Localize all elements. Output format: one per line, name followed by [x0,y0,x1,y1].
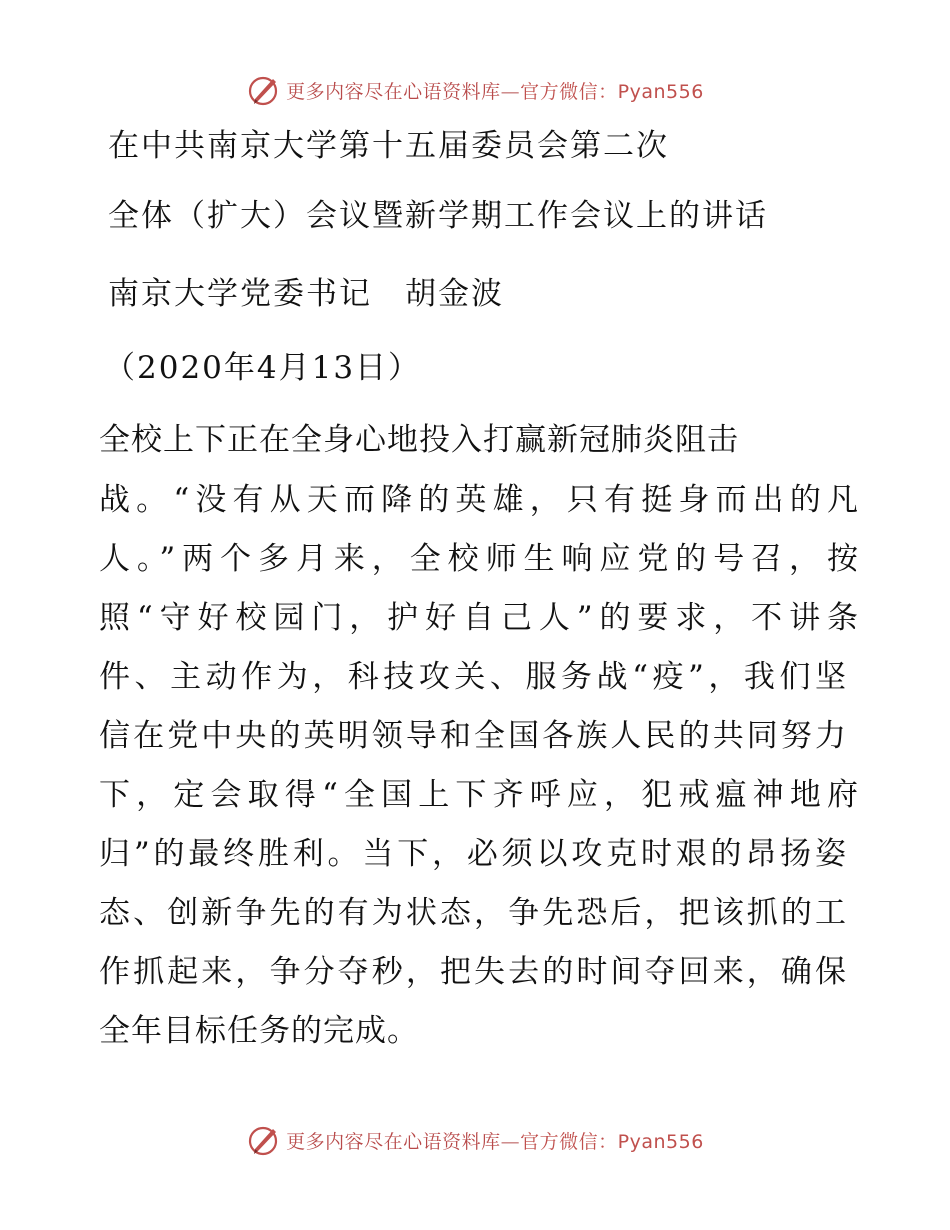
banner-main-text: 更多内容尽在心语资料库 [286,1130,501,1153]
paragraph-line: 作抓起来，争分夺秒，把失去的时间夺回来，确保 [99,954,847,990]
title-line-2: 全体（扩大）会议暨新学期工作会议上的讲话 [108,198,768,234]
author-line: 南京大学党委书记 胡金波 [108,276,504,312]
quill-logo-icon [246,72,282,108]
title-line-1: 在中共南京大学第十五届委员会第二次 [108,128,669,164]
paragraph-line: 战。“没有从天而降的英雄，只有挺身而出的凡 [99,482,859,518]
quill-logo-icon [246,1122,282,1158]
paragraph-line: 信在党中央的英明领导和全国各族人民的共同努力 [99,718,847,754]
date-line: （2020年4月13日） [104,350,422,386]
banner-dash: — [500,1130,521,1153]
paragraph-line: 人。”两个多月来，全校师生响应党的号召，按 [99,541,859,577]
paragraph-line: 归”的最终胜利。当下，必须以攻克时艰的昂扬姿 [99,836,847,872]
paragraph-line: 件、主动作为，科技攻关、服务战“疫”，我们坚 [99,659,847,695]
banner-wechat-text: 官方微信：Pyan556 [520,80,704,103]
footer-watermark-banner [0,1118,950,1162]
paragraph-line: 下，定会取得“全国上下齐呼应，犯戒瘟神地府 [99,777,859,813]
paragraph-line: 全校上下正在全身心地投入打赢新冠肺炎阻击 [99,422,739,458]
paragraph-line: 全年目标任务的完成。 [99,1013,419,1049]
banner-main-text: 更多内容尽在心语资料库 [286,80,501,103]
paragraph-line: 态、创新争先的有为状态，争先恐后，把该抓的工 [99,895,847,931]
banner-wechat-text: 官方微信：Pyan556 [520,1130,704,1153]
paragraph-line: 照“守好校园门，护好自己人”的要求，不讲条 [99,600,859,636]
header-watermark-banner [0,68,950,112]
banner-dash: — [500,80,521,103]
